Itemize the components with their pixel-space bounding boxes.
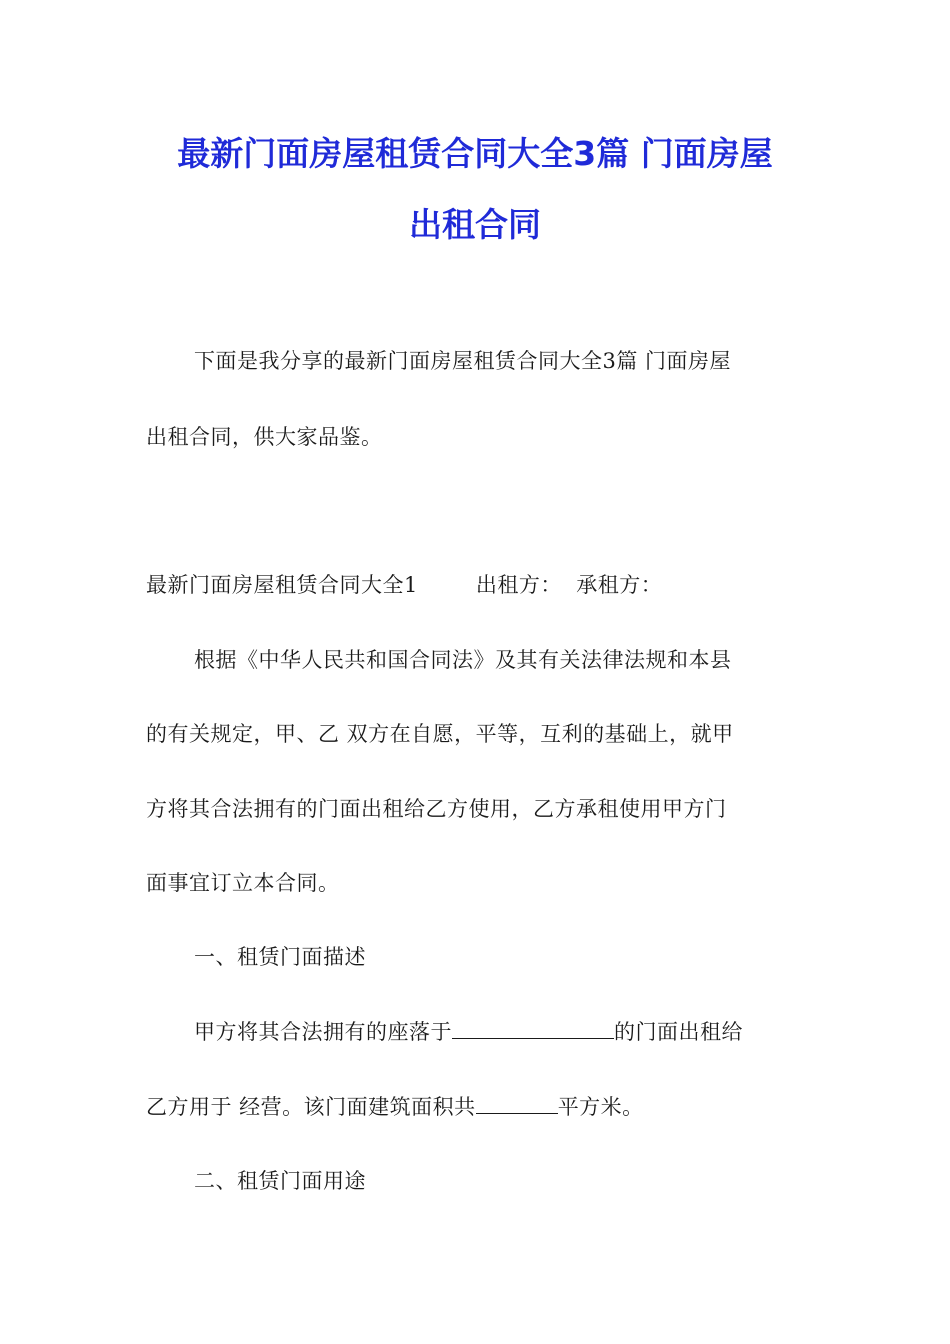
lessee-label: 承租方： bbox=[576, 573, 663, 597]
area-blank bbox=[476, 1095, 558, 1114]
para-1-line-4: 面事宜订立本合同。 bbox=[146, 871, 340, 895]
clause-1-line-1-before: 甲方将其合法拥有的座落于 bbox=[194, 1020, 452, 1044]
document-title-line-1: 最新门面房屋租赁合同大全3篇 门面房屋 bbox=[177, 134, 773, 173]
clause-1-line-2-after: 平方米。 bbox=[557, 1095, 644, 1119]
clause-1-line-1-after: 的门面出租给 bbox=[614, 1020, 743, 1044]
para-1-line-3: 方将其合法拥有的门面出租给乙方使用，乙方承租使用甲方门 bbox=[146, 797, 727, 821]
document-title-line-2: 出租合同 bbox=[409, 205, 541, 244]
para-1-line-2: 的有关规定，甲、乙 双方在自愿，平等，互利的基础上，就甲 bbox=[146, 722, 734, 746]
clause-1-line-1 bbox=[194, 1017, 743, 1047]
section-1-heading-row bbox=[146, 570, 662, 600]
intro-line-2: 出租合同，供大家品鉴。 bbox=[146, 425, 383, 449]
para-1-line-1: 根据《中华人民共和国合同法》及其有关法律法规和本县 bbox=[194, 648, 732, 672]
intro-line-1: 下面是我分享的最新门面房屋租赁合同大全3篇 门面房屋 bbox=[194, 349, 732, 373]
location-blank bbox=[452, 1020, 614, 1039]
lessor-label: 出租方： bbox=[475, 573, 562, 597]
clause-1-heading: 一、租赁门面描述 bbox=[194, 945, 366, 969]
clause-1-line-2-before: 乙方用于 经营。该门面建筑面积共 bbox=[146, 1095, 476, 1119]
clause-1-line-2 bbox=[146, 1092, 644, 1122]
clause-2-heading: 二、租赁门面用途 bbox=[194, 1169, 366, 1193]
section-1-heading: 最新门面房屋租赁合同大全1 bbox=[146, 573, 418, 597]
